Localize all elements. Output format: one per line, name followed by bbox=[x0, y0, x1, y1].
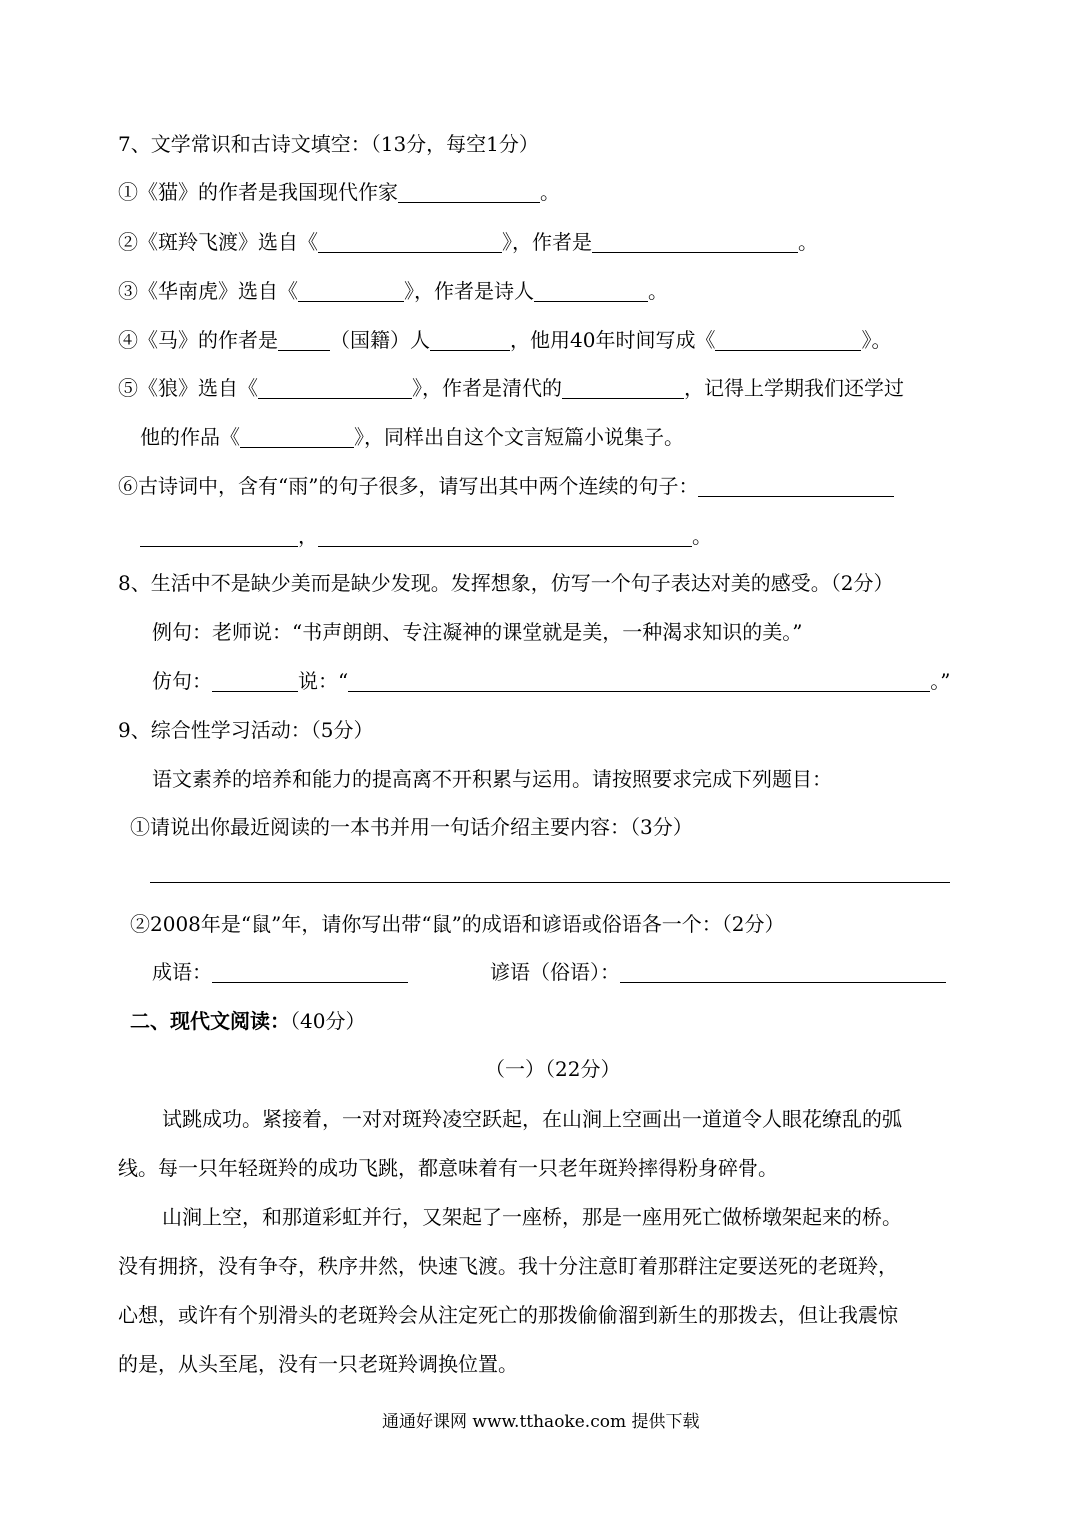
q8-imitation-say: 说：“ bbox=[298, 669, 349, 693]
answer-line[interactable] bbox=[150, 882, 950, 883]
q7-item-6-text: ⑥古诗词中，含有“雨”的句子很多，请写出其中两个连续的句子： bbox=[118, 474, 699, 498]
q7-item-4-text-a: ④《马》的作者是 bbox=[118, 328, 278, 352]
q9-proverb bbox=[490, 958, 946, 986]
answer-blank[interactable] bbox=[430, 330, 510, 351]
q7-item-3-text-a: ③《华南虎》选自《 bbox=[118, 279, 298, 303]
q9-heading: 9、综合性学习活动：（5分） bbox=[118, 718, 374, 742]
q7-item-3 bbox=[118, 277, 668, 305]
q7-item-6-continuation bbox=[140, 522, 712, 550]
q7-item-6-end: 。 bbox=[692, 524, 712, 548]
answer-blank[interactable] bbox=[278, 330, 330, 351]
section-2-title: 二、现代文阅读： bbox=[130, 1009, 290, 1033]
answer-blank[interactable] bbox=[398, 182, 540, 203]
q7-item-2-text-a: ②《斑羚飞渡》选自《 bbox=[118, 230, 318, 254]
passage-line: 山涧上空，和那道彩虹并行，又架起了一座桥，那是一座用死亡做桥墩架起来的桥。 bbox=[162, 1205, 902, 1229]
q8-imitation-end: 。” bbox=[930, 669, 951, 693]
passage-line: 的是，从头至尾，没有一只老斑羚调换位置。 bbox=[118, 1352, 518, 1376]
answer-blank[interactable] bbox=[318, 232, 502, 253]
passage-line: 试跳成功。紧接着，一对对斑羚凌空跃起，在山涧上空画出一道道令人眼花缭乱的弧 bbox=[162, 1107, 902, 1131]
q7-item-1 bbox=[118, 178, 560, 206]
answer-blank[interactable] bbox=[562, 378, 684, 399]
q7-item-5-text-c: ，记得上学期我们还学过 bbox=[684, 376, 904, 400]
q8-imitation bbox=[152, 667, 950, 695]
q7-item-4 bbox=[118, 326, 891, 354]
q7-item-4-end: 》。 bbox=[861, 328, 892, 352]
q7-item-2-end: 。 bbox=[798, 230, 818, 254]
q8-imitation-label: 仿句： bbox=[152, 669, 212, 693]
answer-blank[interactable] bbox=[318, 526, 692, 547]
answer-blank[interactable] bbox=[698, 476, 894, 497]
q7-item-4-text-b: （国籍）人 bbox=[330, 328, 430, 352]
answer-blank[interactable] bbox=[348, 671, 930, 692]
answer-blank[interactable] bbox=[592, 232, 798, 253]
q9-intro: 语文素养的培养和能力的提高离不开积累与运用。请按照要求完成下列题目： bbox=[152, 767, 832, 791]
answer-blank[interactable] bbox=[240, 427, 354, 448]
answer-blank[interactable] bbox=[715, 330, 861, 351]
q7-item-3-text-b: 》，作者是诗人 bbox=[404, 279, 534, 303]
answer-blank[interactable] bbox=[620, 962, 946, 983]
answer-blank[interactable] bbox=[212, 962, 408, 983]
answer-blank[interactable] bbox=[258, 378, 412, 399]
q9-idiom bbox=[152, 958, 408, 986]
q7-item-5-text-a: ⑤《狼》选自《 bbox=[118, 376, 258, 400]
passage-line: 没有拥挤，没有争夺，秩序井然，快速飞渡。我十分注意盯着那群注定要送死的老斑羚， bbox=[118, 1254, 898, 1278]
passage-line: 心想，或许有个别滑头的老斑羚会从注定死亡的那拨偷偷溜到新生的那拨去，但让我震惊 bbox=[118, 1303, 898, 1327]
q7-item-4-text-c: ，他用40年时间写成《 bbox=[510, 328, 716, 352]
q8-example: 例句：老师说：“书声朗朗、专注凝神的课堂就是美，一种渴求知识的美。” bbox=[152, 620, 803, 644]
answer-blank[interactable] bbox=[140, 526, 298, 547]
q7-item-5-cont-text-b: 》，同样出自这个文言短篇小说集子。 bbox=[354, 425, 684, 449]
q7-item-1-end: 。 bbox=[540, 180, 560, 204]
q7-item-2 bbox=[118, 228, 818, 256]
q7-item-5-continuation bbox=[140, 423, 684, 451]
part-1-title: （一）（22分） bbox=[485, 1057, 621, 1081]
q8-heading: 8、生活中不是缺少美而是缺少发现。发挥想象，仿写一个句子表达对美的感受。（2分） bbox=[118, 571, 894, 595]
q7-item-5 bbox=[118, 374, 904, 402]
section-2-heading bbox=[130, 1007, 365, 1035]
q7-item-5-text-b: 》，作者是清代的 bbox=[412, 376, 562, 400]
answer-blank[interactable] bbox=[298, 281, 404, 302]
footer: 通通好课网 www.tthaoke.com 提供下载 bbox=[382, 1412, 700, 1432]
answer-blank[interactable] bbox=[534, 281, 648, 302]
q7-item-5-cont-text-a: 他的作品《 bbox=[140, 425, 240, 449]
q9-sub2: ②2008年是“鼠”年，请你写出带“鼠”的成语和谚语或俗语各一个：（2分） bbox=[130, 912, 785, 936]
section-2-score: （40分） bbox=[290, 1009, 366, 1033]
q7-heading: 7、文学常识和古诗文填空：（13分，每空1分） bbox=[118, 132, 539, 156]
q7-item-3-end: 。 bbox=[648, 279, 668, 303]
q9-sub1: ①请说出你最近阅读的一本书并用一句话介绍主要内容：（3分） bbox=[130, 815, 693, 839]
q7-item-2-text-b: 》，作者是 bbox=[502, 230, 592, 254]
q9-proverb-label: 谚语（俗语）： bbox=[490, 960, 620, 984]
q7-item-6 bbox=[118, 472, 894, 500]
passage-line: 线。每一只年轻斑羚的成功飞跳，都意味着有一只老年斑羚摔得粉身碎骨。 bbox=[118, 1156, 778, 1180]
q7-item-1-text: ①《猫》的作者是我国现代作家 bbox=[118, 180, 398, 204]
answer-blank[interactable] bbox=[212, 671, 298, 692]
q7-item-6-comma: ， bbox=[298, 524, 318, 548]
q9-idiom-label: 成语： bbox=[152, 960, 212, 984]
